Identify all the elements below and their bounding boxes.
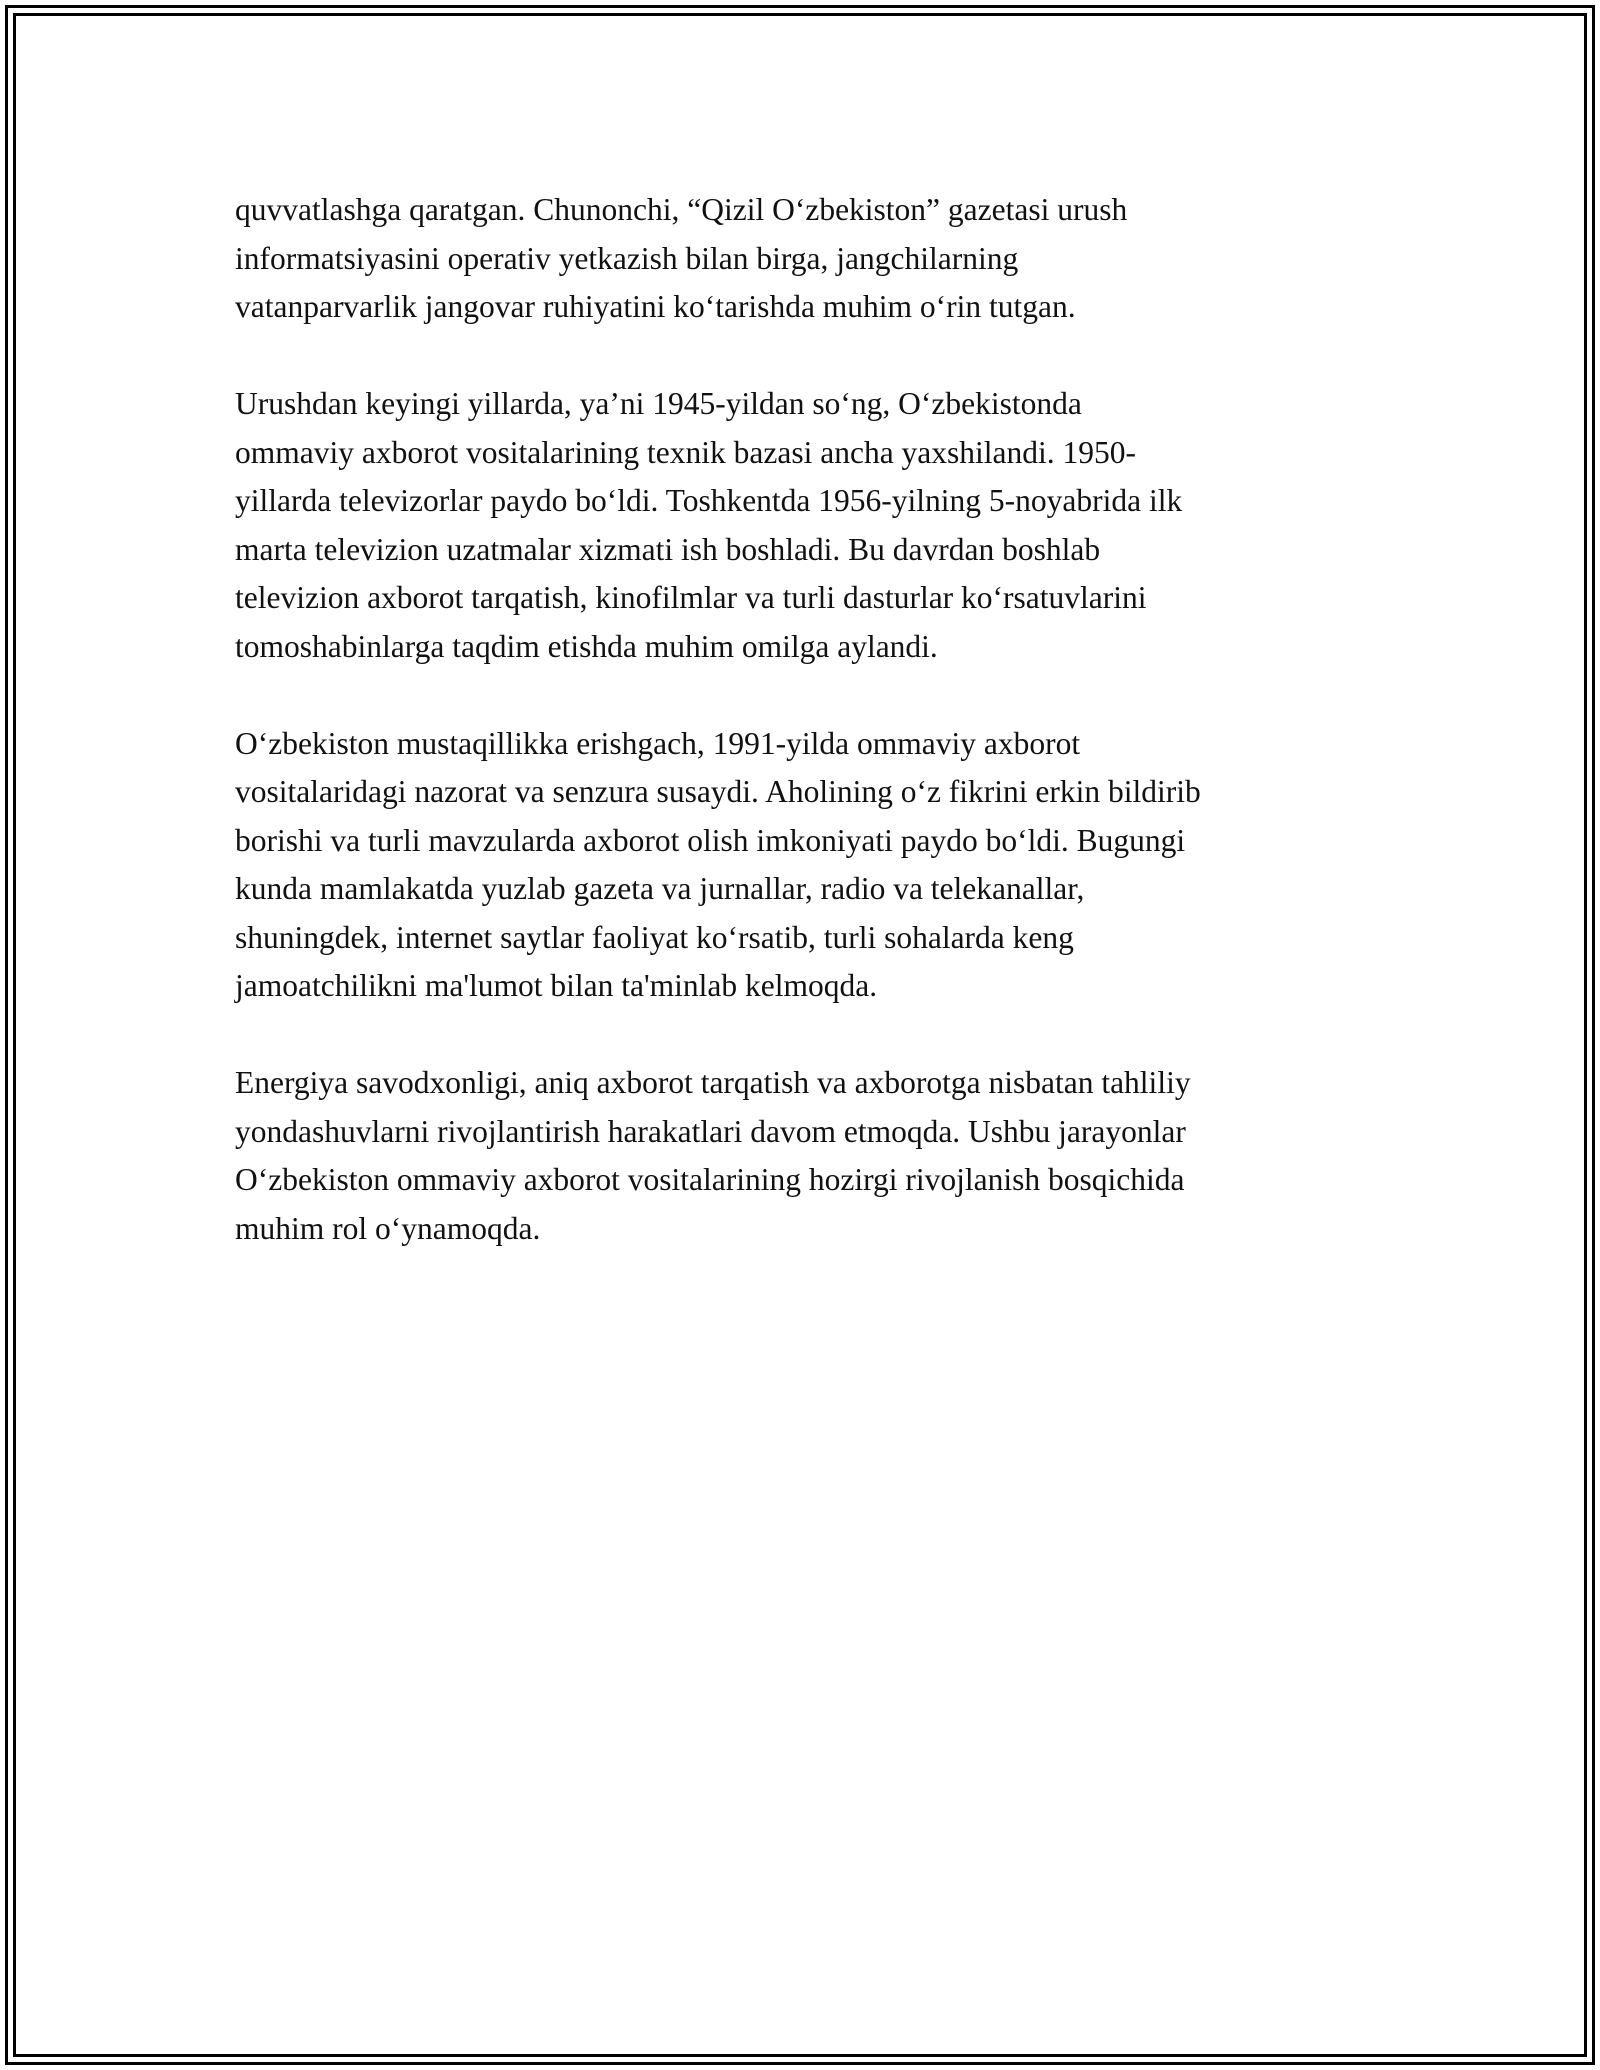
text-line: ommaviy axborot vositalarining texnik bazasi ancha yaxshilandi. 1950-: [235, 434, 1137, 470]
document-body: [235, 186, 1375, 1302]
text-line: borishi va turli mavzularda axborot olish imkoniyati paydo bo‘ldi. Bugungi: [235, 822, 1186, 858]
paragraph: [235, 1059, 1375, 1253]
text-line: Energiya savodxonligi, aniq axborot tarqatish va axborotga nisbatan tahliliy: [235, 1065, 1191, 1100]
text-line: kunda mamlakatda yuzlab gazeta va jurnallar, radio va telekanallar,: [235, 871, 1085, 906]
text-line: Urushdan keyingi yillarda, ya’ni 1945-yildan so‘ng, O‘zbekistonda: [235, 386, 1082, 421]
text-line: tomoshabinlarga taqdim etishda muhim omilga aylandi.: [235, 628, 938, 664]
text-line: quvvatlashga qaratgan. Chunonchi, “Qizil O‘zbekiston” gazetasi urush: [235, 192, 1128, 227]
paragraph: [235, 720, 1375, 1011]
text-line: televizion axborot tarqatish, kinofilmlar va turli dasturlar ko‘rsatuvlarini: [235, 580, 1147, 615]
text-line: vatanparvarlik jangovar ruhiyatini ko‘tarishda muhim o‘rin tutgan.: [235, 289, 1076, 324]
text-line: yondashuvlarni rivojlantirish harakatlari davom etmoqda. Ushbu jarayonlar: [235, 1113, 1186, 1149]
text-line: yillarda televizorlar paydo bo‘ldi. Toshkentda 1956-yilning 5-noyabrida ilk: [235, 483, 1183, 518]
text-line: marta televizion uzatmalar xizmati ish boshladi. Bu davrdan boshlab: [235, 531, 1101, 567]
paragraph: [235, 380, 1375, 671]
text-line: muhim rol o‘ynamoqda.: [235, 1210, 541, 1246]
text-line: O‘zbekiston ommaviy axborot vositalarining hozirgi rivojlanish bosqichida: [235, 1162, 1185, 1197]
text-line: vositalaridagi nazorat va senzura susaydi. Aholining o‘z fikrini erkin bildirib: [235, 774, 1201, 809]
text-line: informatsiyasini operativ yetkazish bilan birga, jangchilarning: [235, 240, 1019, 276]
text-line: shuningdek, internet saytlar faoliyat ko‘rsatib, turli sohalarda keng: [235, 919, 1074, 955]
text-line: O‘zbekiston mustaqillikka erishgach, 1991-yilda ommaviy axborot: [235, 725, 1081, 761]
text-line: jamoatchilikni ma'lumot bilan ta'minlab kelmoqda.: [235, 968, 878, 1003]
paragraph: [235, 186, 1375, 332]
